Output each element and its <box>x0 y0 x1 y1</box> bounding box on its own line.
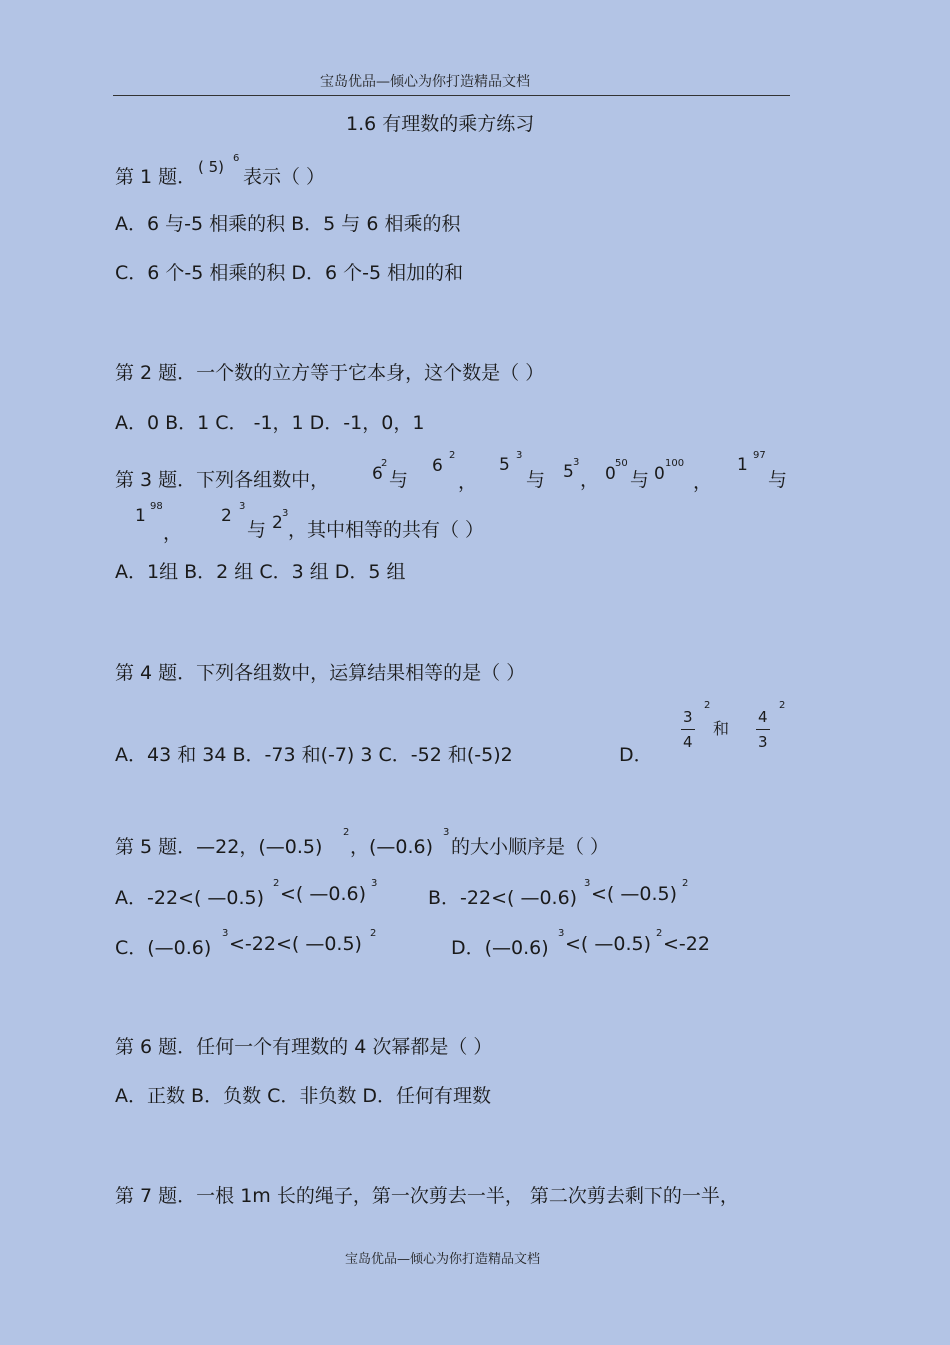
q5-stem-c: 的大小顺序是（ ） <box>451 836 610 858</box>
q5-stem-b-exp: 3 <box>443 827 450 838</box>
q4-frac2-denominator: 3 <box>758 733 768 751</box>
q3-z1: 0 <box>605 464 616 484</box>
q4-option-d-label: D． <box>619 744 653 766</box>
q3-comma-3: ， <box>693 471 713 493</box>
q3-o1-exp: 97 <box>753 450 766 461</box>
q3-word-3: 与 <box>630 469 650 491</box>
q5-option-d-text: D．(—0.6) <box>451 937 549 959</box>
q5-option-b-exp2: 2 <box>682 878 689 889</box>
q3-o2: 1 <box>135 506 146 526</box>
q3-word-5: 与 <box>247 519 267 541</box>
q4-and: 和 <box>713 719 730 738</box>
q3-a1-exp: 2 <box>381 458 388 469</box>
q1-expression-exponent: 6 <box>233 153 240 164</box>
q3-t2: 2 <box>272 513 283 533</box>
q5-option-c-exp1: 3 <box>222 928 229 939</box>
q6-options: A．正数 B．负数 C．非负数 D．任何有理数 <box>115 1085 492 1107</box>
q3-t1-exp: 3 <box>239 501 246 512</box>
q3-stem-prefix: 第 3 题．下列各组数中， <box>115 469 330 491</box>
q1-options-cd: C．6 个-5 相乘的积 D．6 个-5 相加的和 <box>115 262 464 284</box>
q3-a2-exp: 2 <box>449 450 456 461</box>
q1-suffix: 表示（ ） <box>243 166 326 188</box>
q5-option-a-exp1: 2 <box>273 878 280 889</box>
q4-frac1-numerator: 3 <box>683 708 693 726</box>
q3-comma-2: ， <box>580 469 600 491</box>
q5-option-d-end: <-22 <box>663 933 710 955</box>
q5-option-d-exp1: 3 <box>558 928 565 939</box>
q3-z2: 0 <box>654 464 665 484</box>
q3-a2: 6 <box>432 456 443 476</box>
q1-options-ab: A．6 与-5 相乘的积 B．5 与 6 相乘的积 <box>115 213 461 235</box>
q3-a1: 6 <box>372 464 383 484</box>
q3-b2: 5 <box>563 462 574 482</box>
q5-option-b-mid: <( —0.5) <box>591 883 678 905</box>
q3-word-4: 与 <box>768 469 788 491</box>
q4-stem: 第 4 题．下列各组数中，运算结果相等的是（ ） <box>115 662 526 684</box>
q5-option-b-text: B．-22<( —0.6) <box>428 887 578 909</box>
q5-option-a-text: A．-22<( —0.5) <box>115 887 265 909</box>
q4-frac2-numerator: 4 <box>758 708 768 726</box>
q4-frac2-bar <box>756 729 770 730</box>
q5-option-c-exp2: 2 <box>370 928 377 939</box>
page-footer: 宝岛优品—倾心为你打造精品文档 <box>345 1252 541 1267</box>
q5-stem-b: ，(—0.6) <box>350 836 434 858</box>
q5-option-d-exp2: 2 <box>656 928 663 939</box>
q7-stem: 第 7 题．一根 1m 长的绳子，第一次剪去一半， 第二次剪去剩下的一半， <box>115 1185 739 1207</box>
q5-option-a-mid: <( —0.6) <box>280 883 367 905</box>
q2-stem: 第 2 题．一个数的立方等于它本身，这个数是（ ） <box>115 362 545 384</box>
q3-b2-exp: 3 <box>573 457 580 468</box>
page-title: 1.6 有理数的乘方练习 <box>346 113 535 135</box>
q3-o1: 1 <box>737 455 748 475</box>
q3-z1-exp: 50 <box>615 458 628 469</box>
q4-frac1-exponent: 2 <box>704 700 711 711</box>
q3-t2-exp: 3 <box>282 508 289 519</box>
q3-b1: 5 <box>499 455 510 475</box>
q4-options: A．43 和 34 B．-73 和(-7) 3 C．-52 和(-5)2 <box>115 744 513 766</box>
q3-word-1: 与 <box>389 469 409 491</box>
q5-option-c-mid: <-22<( —0.5) <box>229 933 362 955</box>
q3-stem-suffix: ，其中相等的共有（ ） <box>288 519 485 541</box>
q5-option-b-exp1: 3 <box>584 878 591 889</box>
q2-options: A．0 B．1 C． -1，1 D．-1，0，1 <box>115 412 425 434</box>
q3-b1-exp: 3 <box>516 450 523 461</box>
q5-stem-a: 第 5 题．—22，(—0.5) <box>115 836 323 858</box>
q3-o2-exp: 98 <box>150 501 163 512</box>
q5-stem-a-exp: 2 <box>343 827 350 838</box>
q3-comma-4: ， <box>163 522 183 544</box>
q3-comma-1: ， <box>458 471 478 493</box>
q5-option-d-mid: <( —0.5) <box>565 933 652 955</box>
q3-word-2: 与 <box>526 469 546 491</box>
q3-t1: 2 <box>221 506 232 526</box>
page-header: 宝岛优品—倾心为你打造精品文档 <box>320 74 530 90</box>
header-rule <box>113 95 790 96</box>
q1-prefix: 第 1 题． <box>115 166 197 188</box>
q1-expression-base: ( 5) <box>198 158 225 176</box>
q5-option-c-text: C．(—0.6) <box>115 937 212 959</box>
q5-option-a-exp2: 3 <box>371 878 378 889</box>
q6-stem: 第 6 题．任何一个有理数的 4 次幂都是（ ） <box>115 1036 493 1058</box>
q4-frac1-denominator: 4 <box>683 733 693 751</box>
q4-frac2-exponent: 2 <box>779 700 786 711</box>
q4-frac1-bar <box>681 729 695 730</box>
q3-z2-exp: 100 <box>665 458 685 469</box>
q3-options: A．1组 B．2 组 C．3 组 D．5 组 <box>115 561 406 583</box>
